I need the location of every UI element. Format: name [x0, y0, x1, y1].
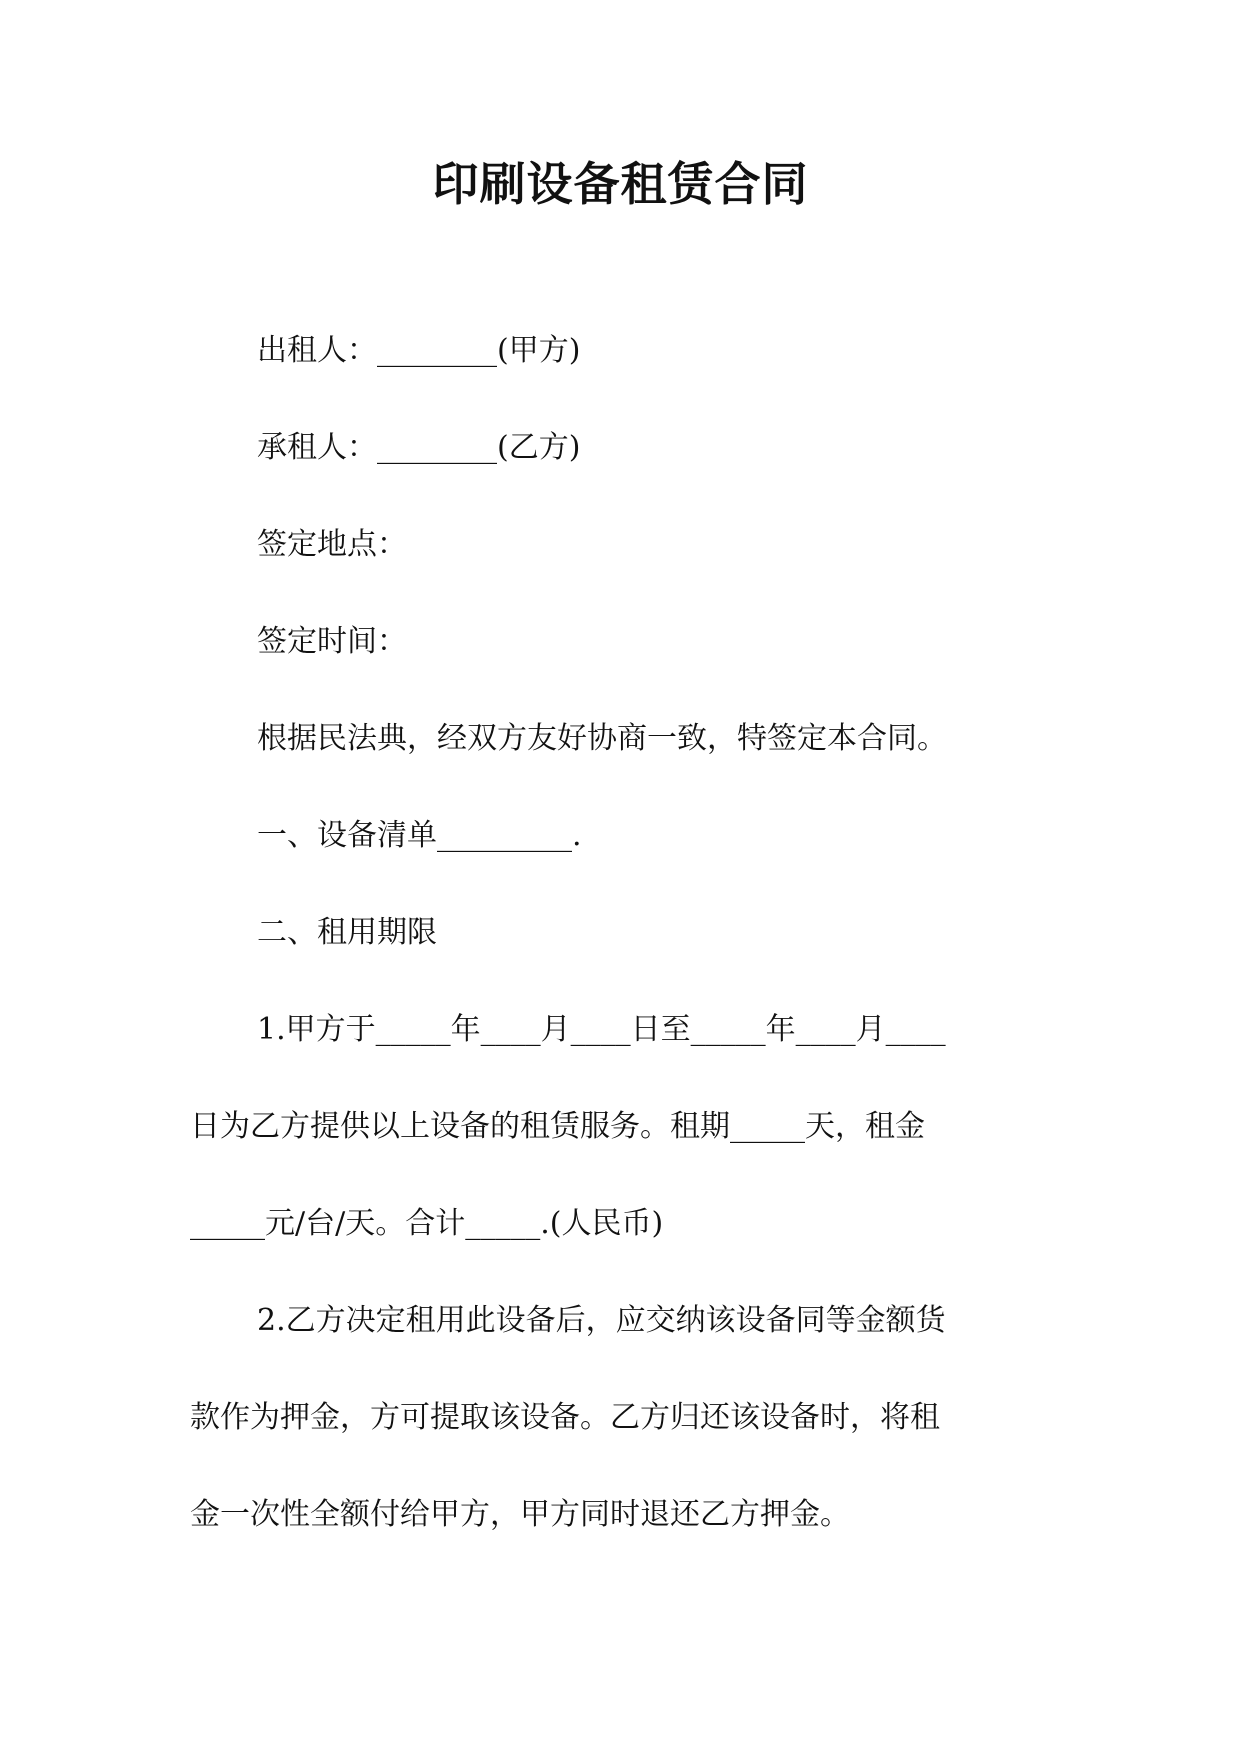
lessee-line: 承租人：________(乙方) — [257, 430, 581, 465]
contract-title: 印刷设备租赁合同 — [432, 157, 809, 211]
clause-2-line-1: 2.乙方决定租用此设备后，应交纳该设备同等金额货 — [257, 1303, 946, 1338]
clause-2-line-3: 金一次性全额付给甲方，甲方同时退还乙方押金。 — [190, 1497, 850, 1532]
section-equipment-list: 一、设备清单_________. — [257, 818, 582, 853]
signing-place-line: 签定地点： — [257, 527, 407, 562]
section-rental-period: 二、租用期限 — [257, 915, 437, 950]
signing-time-line: 签定时间： — [257, 624, 407, 659]
contract-body — [190, 302, 1060, 1563]
clause-2-line-2: 款作为押金，方可提取该设备。乙方归还该设备时，将租 — [190, 1400, 940, 1435]
clause-1-line-2: 日为乙方提供以上设备的租赁服务。租期_____天，租金 — [190, 1109, 925, 1144]
preamble-line: 根据民法典，经双方友好协商一致，特签定本合同。 — [257, 721, 947, 756]
clause-1-line-3: _____元/台/天。合计_____.(人民币) — [190, 1206, 664, 1241]
lessor-line: 出租人：________(甲方) — [257, 333, 581, 368]
clause-1-line-1: 1.甲方于_____年____月____日至_____年____月____ — [257, 1012, 946, 1047]
